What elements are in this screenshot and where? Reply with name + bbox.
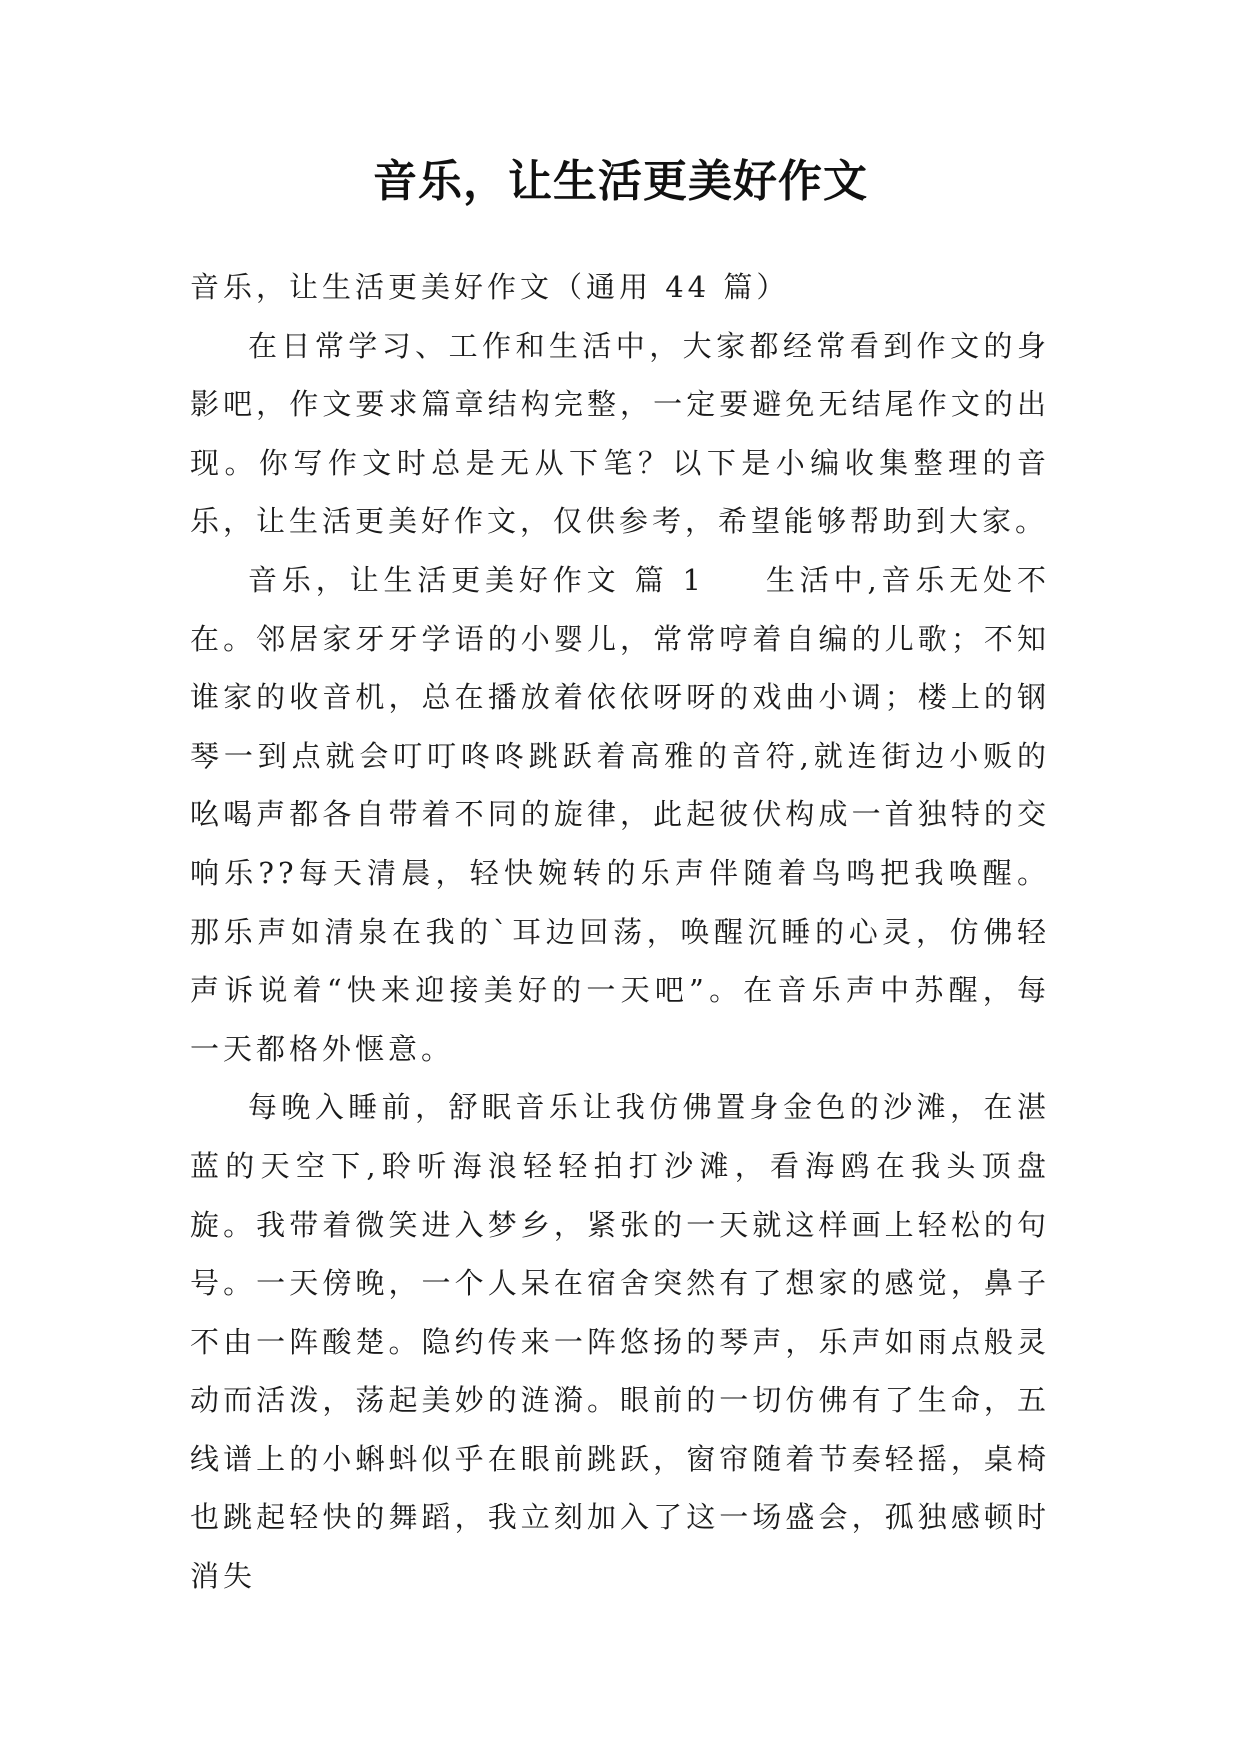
intro-paragraph: 在日常学习、工作和生活中，大家都经常看到作文的身影吧，作文要求篇章结构完整，一定要避免无结尾作文的出现。你写作文时总是无从下笔？以下是小编收集整理的音乐，让生活更美好作文，仅供参考，希望能够帮助到大家。	[190, 328, 1050, 539]
document-title: 音乐，让生活更美好作文	[373, 156, 868, 207]
section-1-heading: 音乐，让生活更美好作文 篇 1	[248, 562, 705, 597]
document-body	[190, 258, 1050, 1606]
document-subtitle: 音乐，让生活更美好作文（通用 44 篇）	[190, 270, 790, 304]
section-1-paragraph-2: 每晚入睡前，舒眠音乐让我仿佛置身金色的沙滩，在湛蓝的天空下,聆听海浪轻轻拍打沙滩，看海鸥在我头顶盘旋。我带着微笑进入梦乡，紧张的一天就这样画上轻松的句号。一天傍晚，一个人呆在宿舍突然有了想家的感觉，鼻子不由一阵酸楚。隐约传来一阵悠扬的琴声，乐声如雨点般灵动而活泼，荡起美妙的涟漪。眼前的一切仿佛有了生命，五线谱上的小蝌蚪似乎在眼前跳跃，窗帘随着节奏轻摇，桌椅也跳起轻快的舞蹈，我立刻加入了这一场盛会，孤独感顿时消失	[190, 1090, 1050, 1594]
section-1-text: 生活中,音乐无处不在。邻居家牙牙学语的小婴儿，常常哼着自编的儿歌；不知谁家的收音机，总在播放着依依呀呀的戏曲小调；楼上的钢琴一到点就会叮叮咚咚跳跃着高雅的音符,就连街边小贩的吆喝声都各自带着不同的旋律，此起彼伏构成一首独特的交响乐??每天清晨，轻快婉转的乐声伴随着鸟鸣把我唤醒。那乐声如清泉在我的`耳边回荡，唤醒沉睡的心灵，仿佛轻声诉说着“快来迎接美好的一天吧”。在音乐声中苏醒，每一天都格外惬意。	[190, 562, 1051, 1066]
section-1-paragraph-1	[190, 551, 1050, 1078]
